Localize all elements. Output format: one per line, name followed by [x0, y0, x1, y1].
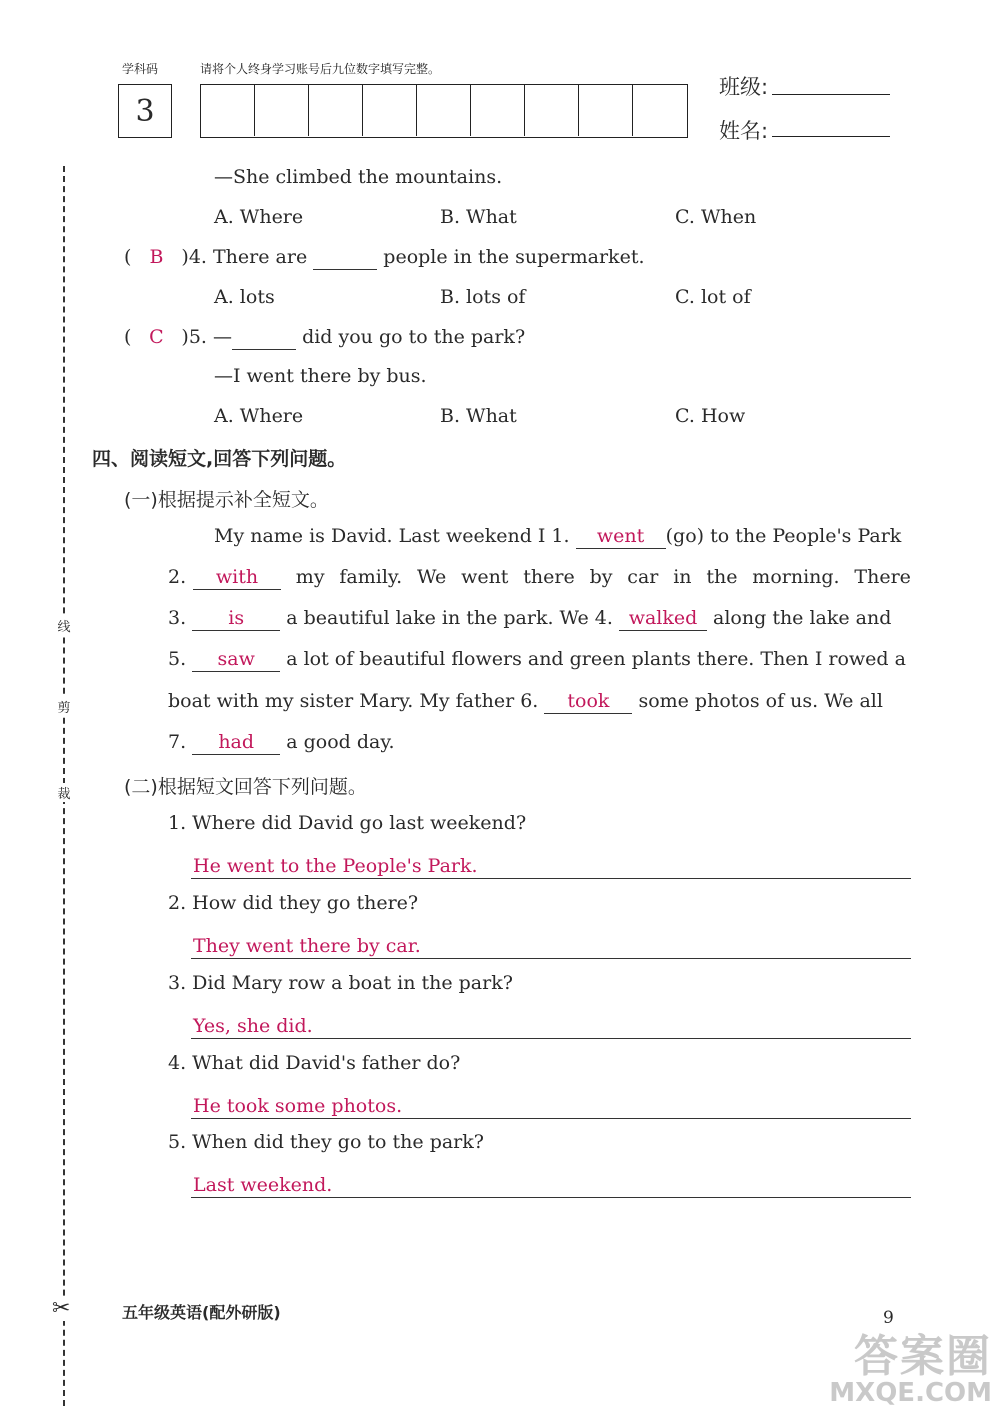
passage-word: there: [523, 566, 575, 588]
subject-code-label: 学科码: [122, 62, 159, 76]
part1-title: (一)根据提示补全短文。: [124, 489, 329, 511]
blank-2[interactable]: with: [193, 567, 281, 590]
q4-blank[interactable]: [313, 247, 377, 270]
passage-line-3: [168, 607, 891, 631]
class-label: 班级:: [719, 75, 769, 99]
digit-cell[interactable]: [201, 85, 255, 136]
digit-cell[interactable]: [579, 85, 633, 136]
q5-paren-close: ): [181, 326, 189, 348]
scissors-icon: ✂: [52, 1296, 71, 1321]
passage-text: boat with my sister Mary. My father 6.: [168, 690, 539, 712]
section4-title: 四、阅读短文,回答下列问题。: [92, 448, 347, 470]
q5-blank[interactable]: [232, 327, 296, 350]
cut-char: 裁: [54, 783, 74, 802]
book-title: 五年级英语(配外研版): [122, 1303, 281, 1322]
q4-paren-close: ): [181, 246, 189, 268]
passage-line-6: [168, 731, 395, 755]
blank-7[interactable]: had: [192, 732, 280, 755]
passage-text: My name is David. Last weekend I 1.: [214, 525, 570, 547]
q4-paren-open: (: [124, 246, 132, 268]
question-3: 3. Did Mary row a boat in the park?: [168, 972, 513, 994]
digit-cell[interactable]: [633, 85, 687, 136]
q5-stem: [124, 326, 525, 350]
q3-option-a: A. Where: [214, 206, 304, 228]
q4-option-a: A. lots: [214, 286, 275, 308]
blank-3[interactable]: is: [192, 608, 280, 631]
question-2: 2. How did they go there?: [168, 892, 419, 914]
answer-1: He went to the People's Park.: [193, 855, 478, 877]
account-digit-boxes[interactable]: [200, 84, 688, 138]
cut-char: 线: [54, 616, 74, 635]
passage-word: my: [295, 566, 325, 588]
q4-option-c: C. lot of: [675, 286, 751, 308]
q5-option-a: A. Where: [214, 405, 304, 427]
watermark-url: MXQE.COM: [829, 1378, 992, 1408]
watermark-logo: 答案圈: [854, 1331, 992, 1382]
blank-number: 5.: [168, 648, 187, 670]
digit-cell[interactable]: [309, 85, 363, 136]
digit-cell[interactable]: [525, 85, 579, 136]
answer-line-5[interactable]: [191, 1167, 911, 1198]
subject-code: 3: [135, 93, 155, 129]
passage-word: the: [706, 566, 738, 588]
passage-line-5: [168, 690, 883, 714]
passage-text: a lot of beautiful flowers and green plants there. Then I rowed a: [286, 648, 906, 670]
blank-number: 2.: [168, 566, 187, 588]
name-field[interactable]: [772, 114, 890, 137]
q5-answer: C: [149, 326, 164, 348]
passage-line-2: [168, 566, 911, 590]
passage-word: in: [673, 566, 692, 588]
name-label: 姓名:: [719, 119, 769, 143]
subject-code-box: [118, 84, 172, 138]
watermark: [829, 1331, 992, 1408]
passage-line-4: [168, 648, 906, 672]
account-instruction: 请将个人终身学习账号后九位数字填写完整。: [200, 62, 441, 76]
blank-6[interactable]: took: [544, 691, 632, 714]
answer-3: Yes, she did.: [193, 1015, 313, 1037]
answer-line-1[interactable]: [191, 848, 911, 879]
blank-number: 3.: [168, 607, 187, 629]
answer-line-4[interactable]: [191, 1088, 911, 1119]
passage-word: car: [627, 566, 659, 588]
blank-4[interactable]: walked: [619, 608, 707, 631]
q3-option-b: B. What: [440, 206, 517, 228]
answer-4: He took some photos.: [193, 1095, 403, 1117]
passage-text: a beautiful lake in the park. We 4.: [286, 607, 613, 629]
passage-word: by: [589, 566, 613, 588]
question-4: 4. What did David's father do?: [168, 1052, 461, 1074]
question-5: 5. When did they go to the park?: [168, 1131, 484, 1153]
passage-word: morning.: [752, 566, 840, 588]
digit-cell[interactable]: [363, 85, 417, 136]
q5-reply: —I went there by bus.: [214, 365, 427, 387]
passage-text: along the lake and: [713, 607, 892, 629]
q3-answer-line: —She climbed the mountains.: [214, 166, 503, 188]
passage-text: (go) to the People's Park: [665, 525, 902, 547]
q4-option-b: B. lots of: [440, 286, 526, 308]
q4-stem: [124, 246, 645, 270]
blank-number: 7.: [168, 731, 187, 753]
digit-cell[interactable]: [417, 85, 471, 136]
page-number: 9: [883, 1308, 894, 1328]
q3-option-c: C. When: [675, 206, 757, 228]
class-field[interactable]: [772, 72, 890, 95]
passage-text: some photos of us. We all: [638, 690, 883, 712]
answer-line-2[interactable]: [191, 928, 911, 959]
q4-answer: B: [149, 246, 164, 268]
q5-option-c: C. How: [675, 405, 746, 427]
digit-cell[interactable]: [255, 85, 309, 136]
passage-line-1: [214, 525, 901, 549]
answer-2: They went there by car.: [193, 935, 421, 957]
passage-word: There: [854, 566, 911, 588]
part2-title: (二)根据短文回答下列问题。: [124, 776, 367, 798]
q5-stem-before: 5. —: [188, 326, 233, 348]
passage-text: a good day.: [286, 731, 395, 753]
cut-char: 剪: [54, 697, 74, 716]
blank-1[interactable]: went: [576, 526, 666, 549]
digit-cell[interactable]: [471, 85, 525, 136]
answer-5: Last weekend.: [193, 1174, 333, 1196]
q5-paren-open: (: [124, 326, 132, 348]
blank-5[interactable]: saw: [192, 649, 280, 672]
q5-stem-after: did you go to the park?: [302, 326, 526, 348]
passage-word: went: [461, 566, 509, 588]
answer-line-3[interactable]: [191, 1008, 911, 1039]
q5-option-b: B. What: [440, 405, 517, 427]
q4-stem-before: 4. There are: [188, 246, 308, 268]
q4-stem-after: people in the supermarket.: [383, 246, 645, 268]
passage-word: We: [417, 566, 447, 588]
passage-word: family.: [339, 566, 403, 588]
question-1: 1. Where did David go last weekend?: [168, 812, 527, 834]
